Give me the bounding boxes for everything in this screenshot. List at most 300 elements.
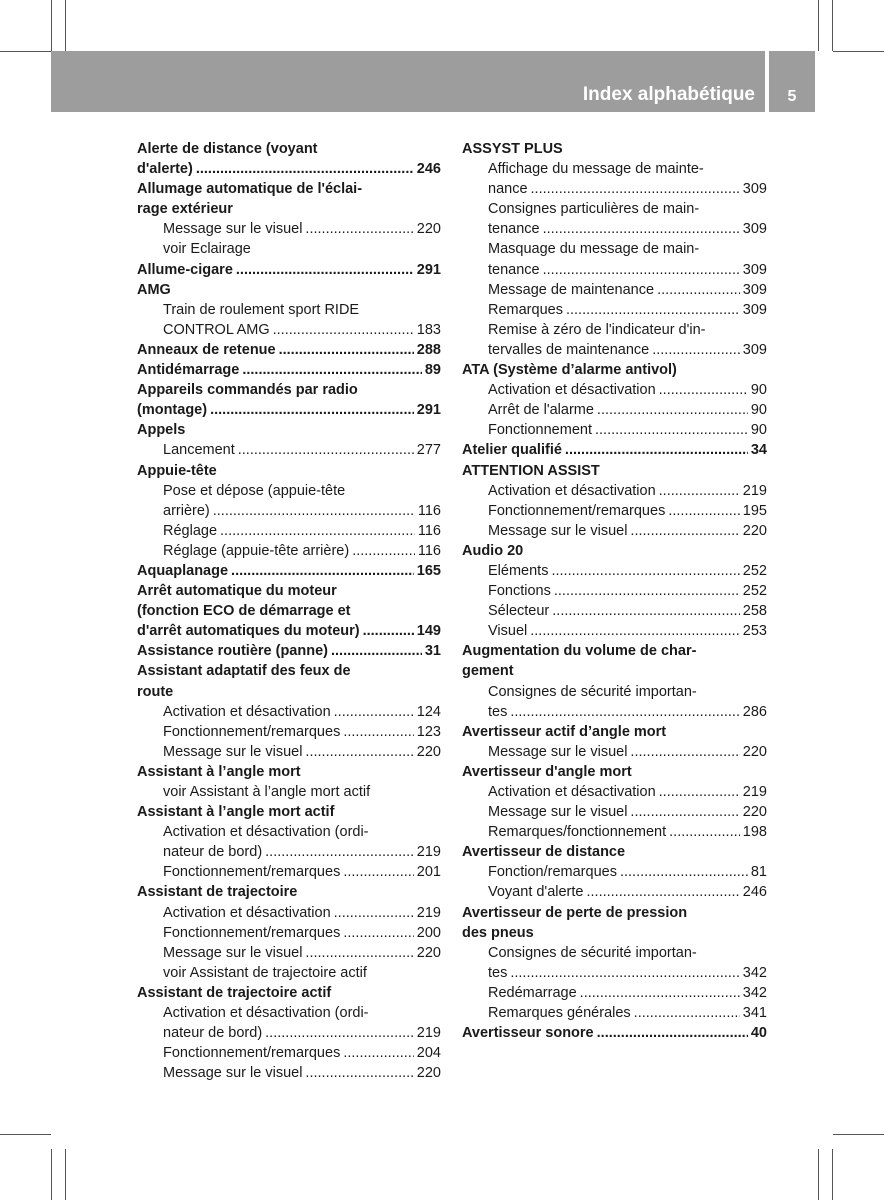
index-entry bbox=[137, 802, 441, 822]
entry-text: Assistance routière (panne) bbox=[137, 643, 328, 660]
index-subentry bbox=[462, 420, 767, 440]
dot-leader bbox=[543, 260, 740, 280]
dot-leader bbox=[343, 923, 413, 943]
index-entry bbox=[137, 179, 441, 199]
dot-leader bbox=[510, 963, 739, 983]
dot-leader bbox=[668, 501, 739, 521]
entry-text: des pneus bbox=[462, 924, 534, 941]
dot-leader bbox=[510, 702, 739, 722]
entry-text: Voyant d'alerte bbox=[488, 884, 584, 901]
index-subentry bbox=[137, 742, 441, 762]
page-reference: 309 bbox=[742, 301, 767, 318]
entry-text: Alerte de distance (voyant bbox=[137, 141, 318, 157]
dot-leader bbox=[652, 340, 740, 360]
entry-text: Pose et dépose (appuie-tête bbox=[163, 482, 346, 499]
dot-leader bbox=[566, 300, 740, 320]
page-reference: 288 bbox=[416, 341, 441, 358]
index-entry bbox=[462, 139, 767, 159]
crop-mark bbox=[0, 51, 51, 52]
page-reference: 219 bbox=[742, 784, 767, 800]
page-reference: 342 bbox=[742, 964, 767, 981]
index-subentry bbox=[462, 862, 767, 882]
entry-text: tes bbox=[488, 964, 508, 981]
index-subentry bbox=[137, 1023, 441, 1043]
entry-text: Fonctionnement/remarques bbox=[163, 1045, 341, 1062]
index-subentry bbox=[137, 822, 441, 842]
index-subentry bbox=[462, 521, 767, 541]
dot-leader bbox=[565, 440, 748, 460]
index-entry bbox=[462, 903, 767, 923]
entry-text: Assistant adaptatif des feux de bbox=[137, 663, 351, 680]
entry-text: Activation et désactivation bbox=[488, 784, 656, 800]
dot-leader bbox=[343, 862, 413, 882]
entry-text: ASSYST PLUS bbox=[462, 141, 563, 157]
entry-text: Augmentation du volume de char- bbox=[462, 643, 697, 660]
index-entry bbox=[462, 461, 767, 481]
index-entry bbox=[462, 641, 767, 661]
entry-text: Activation et désactivation (ordi- bbox=[163, 824, 369, 841]
entry-text: rage extérieur bbox=[137, 201, 233, 218]
page-reference: 291 bbox=[416, 261, 441, 278]
entry-text: tervalles de maintenance bbox=[488, 341, 650, 358]
dot-leader bbox=[279, 340, 414, 360]
index-entry bbox=[137, 983, 441, 1003]
dot-leader bbox=[352, 541, 415, 561]
index-subentry bbox=[462, 1003, 767, 1023]
dot-leader bbox=[634, 1003, 740, 1023]
page-reference: 309 bbox=[742, 281, 767, 298]
dot-leader bbox=[531, 179, 740, 199]
dot-leader bbox=[530, 621, 740, 641]
index-subentry bbox=[137, 481, 441, 501]
index-subentry bbox=[462, 400, 767, 420]
entry-text: Atelier qualifié bbox=[462, 442, 562, 459]
entry-text: Fonctionnement bbox=[488, 422, 592, 439]
entry-text: Avertisseur de distance bbox=[462, 844, 626, 861]
entry-text: tes bbox=[488, 703, 508, 720]
crop-mark bbox=[832, 0, 833, 51]
index-subentry bbox=[137, 239, 441, 259]
crop-mark bbox=[833, 51, 884, 52]
page-reference: 116 bbox=[417, 502, 441, 519]
index-subentry bbox=[137, 782, 441, 802]
crop-mark bbox=[51, 1149, 52, 1200]
crop-mark bbox=[65, 1149, 66, 1200]
index-subentry bbox=[137, 862, 441, 882]
index-entry bbox=[137, 260, 441, 280]
page-reference: 149 bbox=[416, 623, 441, 640]
dot-leader bbox=[331, 641, 422, 661]
page-reference: 124 bbox=[416, 703, 441, 720]
entry-text: Activation et désactivation bbox=[163, 904, 331, 921]
page-reference: 309 bbox=[742, 181, 767, 198]
index-subentry bbox=[462, 621, 767, 641]
dot-leader bbox=[196, 159, 414, 179]
page-reference: 246 bbox=[416, 161, 441, 178]
dot-leader bbox=[630, 742, 739, 762]
index-entry bbox=[462, 923, 767, 943]
dot-leader bbox=[236, 260, 414, 280]
index-subentry bbox=[462, 561, 767, 581]
index-column-left bbox=[137, 139, 441, 1083]
index-entry bbox=[137, 581, 441, 601]
crop-mark bbox=[833, 1134, 884, 1135]
page-reference: 220 bbox=[742, 522, 767, 539]
page-reference: 252 bbox=[742, 562, 767, 579]
dot-leader bbox=[597, 400, 748, 420]
dot-leader bbox=[220, 521, 415, 541]
entry-text: Masquage du message de main- bbox=[488, 241, 700, 258]
entry-text: Message sur le visuel bbox=[163, 743, 303, 760]
index-subentry bbox=[462, 742, 767, 762]
page-reference: 258 bbox=[742, 603, 767, 620]
entry-text: Appareils commandés par radio bbox=[137, 382, 358, 399]
page-reference: 123 bbox=[416, 723, 441, 740]
index-subentry bbox=[462, 983, 767, 1003]
page-reference: 219 bbox=[416, 844, 441, 861]
dot-leader bbox=[595, 420, 748, 440]
entry-text: Appels bbox=[137, 422, 186, 439]
index-subentry bbox=[462, 219, 767, 239]
entry-text: Remarques générales bbox=[488, 1005, 631, 1022]
entry-text: Activation et désactivation bbox=[488, 482, 656, 499]
page-reference: 220 bbox=[416, 221, 441, 238]
entry-text: d'arrêt automatiques du moteur) bbox=[137, 623, 360, 640]
entry-text: Message sur le visuel bbox=[163, 1065, 303, 1082]
entry-text: Appuie-tête bbox=[137, 462, 217, 479]
crop-mark bbox=[818, 0, 819, 51]
index-subentry bbox=[462, 260, 767, 280]
dot-leader bbox=[273, 320, 414, 340]
entry-text: Message sur le visuel bbox=[488, 804, 628, 821]
index-entry bbox=[137, 561, 441, 581]
dot-leader bbox=[213, 501, 415, 521]
entry-text: Fonctionnement/remarques bbox=[163, 723, 341, 740]
entry-text: Anneaux de retenue bbox=[137, 341, 276, 358]
page-reference: 183 bbox=[416, 321, 441, 338]
page-reference: 90 bbox=[750, 422, 767, 439]
dot-leader bbox=[343, 722, 413, 742]
index-subentry bbox=[137, 219, 441, 239]
dot-leader bbox=[238, 440, 414, 460]
entry-text: voir Eclairage bbox=[163, 241, 251, 258]
dot-leader bbox=[334, 903, 414, 923]
dot-leader bbox=[657, 280, 740, 300]
page-reference: 220 bbox=[416, 944, 441, 961]
index-subentry bbox=[462, 782, 767, 802]
index-subentry bbox=[462, 963, 767, 983]
entry-text: Réglage bbox=[163, 522, 218, 539]
entry-text: nance bbox=[488, 181, 528, 198]
index-subentry bbox=[462, 280, 767, 300]
index-subentry bbox=[137, 842, 441, 862]
index-subentry bbox=[137, 943, 441, 963]
entry-text: Lancement bbox=[163, 442, 235, 459]
index-subentry bbox=[462, 822, 767, 842]
page-reference: 116 bbox=[417, 522, 441, 539]
index-subentry bbox=[137, 923, 441, 943]
entry-text: Assistant de trajectoire actif bbox=[137, 984, 332, 1001]
entry-text: Avertisseur de perte de pression bbox=[462, 904, 688, 921]
page-reference: 220 bbox=[742, 804, 767, 821]
entry-text: Train de roulement sport RIDE bbox=[163, 301, 360, 318]
index-entry bbox=[137, 461, 441, 481]
entry-text: CONTROL AMG bbox=[163, 321, 270, 338]
entry-text: nateur de bord) bbox=[163, 844, 263, 861]
index-column-right bbox=[462, 139, 767, 1043]
entry-text: Arrêt automatique du moteur bbox=[137, 583, 337, 600]
index-subentry bbox=[137, 1003, 441, 1023]
dot-leader bbox=[305, 1063, 413, 1083]
index-entry bbox=[462, 722, 767, 742]
entry-text: Consignes de sécurité importan- bbox=[488, 683, 697, 700]
dot-leader bbox=[659, 481, 740, 501]
index-entry bbox=[137, 340, 441, 360]
index-entry bbox=[137, 682, 441, 702]
page-reference: 219 bbox=[416, 904, 441, 921]
page-reference: 195 bbox=[742, 502, 767, 519]
index-subentry bbox=[462, 943, 767, 963]
entry-text: Remarques bbox=[488, 301, 563, 318]
dot-leader bbox=[305, 943, 413, 963]
dot-leader bbox=[343, 1043, 413, 1063]
page-reference: 200 bbox=[416, 924, 441, 941]
index-subentry bbox=[462, 501, 767, 521]
crop-mark bbox=[0, 1134, 51, 1135]
page-reference: 277 bbox=[416, 442, 441, 459]
page-reference: 309 bbox=[742, 221, 767, 238]
entry-text: Visuel bbox=[488, 623, 528, 640]
entry-text: tenance bbox=[488, 261, 540, 278]
dot-leader bbox=[551, 561, 739, 581]
page-reference: 291 bbox=[416, 402, 441, 419]
dot-leader bbox=[659, 380, 748, 400]
dot-leader bbox=[265, 1023, 414, 1043]
index-subentry bbox=[462, 481, 767, 501]
index-subentry bbox=[137, 320, 441, 340]
page-reference: 309 bbox=[742, 261, 767, 278]
index-subentry bbox=[137, 1063, 441, 1083]
page-reference: 81 bbox=[750, 864, 767, 881]
index-entry bbox=[462, 762, 767, 782]
page-reference: 220 bbox=[416, 743, 441, 760]
entry-text: Fonction/remarques bbox=[488, 864, 617, 881]
index-subentry bbox=[137, 440, 441, 460]
index-entry bbox=[137, 139, 441, 159]
index-subentry bbox=[137, 702, 441, 722]
page-reference: 204 bbox=[416, 1045, 441, 1062]
entry-text: Assistant à l’angle mort bbox=[137, 763, 301, 780]
dot-leader bbox=[630, 802, 739, 822]
entry-text: Fonctionnement/remarques bbox=[163, 864, 341, 881]
page-reference: 90 bbox=[750, 382, 767, 399]
index-subentry bbox=[462, 380, 767, 400]
dot-leader bbox=[543, 219, 740, 239]
dot-leader bbox=[305, 219, 413, 239]
page-title: Index alphabétique bbox=[582, 84, 755, 105]
index-entry bbox=[462, 440, 767, 460]
entry-text: Remise à zéro de l'indicateur d'in- bbox=[488, 321, 706, 338]
dot-leader bbox=[659, 782, 740, 802]
entry-text: Remarques/fonctionnement bbox=[488, 824, 667, 841]
index-entry bbox=[137, 621, 441, 641]
dot-leader bbox=[265, 842, 414, 862]
dot-leader bbox=[586, 882, 739, 902]
dot-leader bbox=[630, 521, 739, 541]
entry-text: nateur de bord) bbox=[163, 1025, 263, 1042]
entry-text: Aquaplanage bbox=[137, 562, 229, 579]
entry-text: Avertisseur d'angle mort bbox=[462, 763, 632, 780]
dot-leader bbox=[597, 1023, 748, 1043]
dot-leader bbox=[580, 983, 740, 1003]
index-subentry bbox=[462, 340, 767, 360]
entry-text: Allume-cigare bbox=[137, 261, 233, 278]
entry-text: (fonction ECO de démarrage et bbox=[137, 603, 351, 620]
entry-text: Fonctionnement/remarques bbox=[163, 924, 341, 941]
entry-text: Activation et désactivation (ordi- bbox=[163, 1005, 369, 1022]
entry-text: Message de maintenance bbox=[488, 281, 655, 298]
entry-text: Sélecteur bbox=[488, 603, 550, 620]
index-subentry bbox=[137, 541, 441, 561]
index-subentry bbox=[137, 501, 441, 521]
dot-leader bbox=[210, 400, 414, 420]
index-entry bbox=[137, 199, 441, 219]
entry-text: (montage) bbox=[137, 402, 208, 419]
entry-text: Antidémarrage bbox=[137, 362, 240, 379]
entry-text: Redémarrage bbox=[488, 984, 577, 1001]
crop-mark bbox=[832, 1149, 833, 1200]
page-reference: 201 bbox=[416, 864, 441, 881]
page-reference: 253 bbox=[742, 623, 767, 640]
index-subentry bbox=[462, 179, 767, 199]
page-header bbox=[51, 51, 765, 112]
index-entry bbox=[462, 1023, 767, 1043]
dot-leader bbox=[242, 360, 422, 380]
index-subentry bbox=[462, 159, 767, 179]
entry-text: voir Assistant de trajectoire actif bbox=[163, 964, 367, 981]
entry-text: Avertisseur sonore bbox=[462, 1025, 594, 1042]
dot-leader bbox=[554, 581, 740, 601]
entry-text: Eléments bbox=[488, 562, 549, 579]
dot-leader bbox=[334, 702, 414, 722]
index-subentry bbox=[462, 239, 767, 259]
page-reference: 309 bbox=[742, 341, 767, 358]
index-subentry bbox=[137, 300, 441, 320]
page-reference: 89 bbox=[424, 362, 441, 379]
index-subentry bbox=[462, 682, 767, 702]
page-reference: 90 bbox=[750, 402, 767, 419]
entry-text: Affichage du message de mainte- bbox=[488, 161, 704, 178]
index-entry bbox=[137, 762, 441, 782]
page-reference: 219 bbox=[416, 1025, 441, 1042]
index-entry bbox=[462, 541, 767, 561]
index-subentry bbox=[137, 521, 441, 541]
index-subentry bbox=[462, 601, 767, 621]
index-entry bbox=[462, 842, 767, 862]
entry-text: Avertisseur actif d’angle mort bbox=[462, 723, 667, 740]
page-reference: 286 bbox=[742, 703, 767, 720]
entry-text: route bbox=[137, 683, 174, 700]
index-subentry bbox=[462, 882, 767, 902]
page-number: 5 bbox=[769, 51, 815, 112]
entry-text: Message sur le visuel bbox=[163, 221, 303, 238]
crop-mark bbox=[818, 1149, 819, 1200]
dot-leader bbox=[231, 561, 414, 581]
index-entry bbox=[137, 380, 441, 400]
index-entry bbox=[137, 360, 441, 380]
entry-text: tenance bbox=[488, 221, 540, 238]
page-reference: 342 bbox=[742, 984, 767, 1001]
entry-text: Message sur le visuel bbox=[488, 522, 628, 539]
dot-leader bbox=[363, 621, 414, 641]
page-reference: 341 bbox=[742, 1005, 767, 1022]
dot-leader bbox=[305, 742, 413, 762]
index-entry bbox=[137, 601, 441, 621]
index-subentry bbox=[137, 963, 441, 983]
entry-text: Activation et désactivation bbox=[488, 382, 656, 399]
entry-text: Consignes de sécurité importan- bbox=[488, 944, 697, 961]
index-entry bbox=[462, 360, 767, 380]
entry-text: Activation et désactivation bbox=[163, 703, 331, 720]
page-reference: 198 bbox=[742, 824, 767, 841]
entry-text: Fonctionnement/remarques bbox=[488, 502, 666, 519]
entry-text: voir Assistant à l’angle mort actif bbox=[163, 784, 371, 800]
crop-mark bbox=[51, 0, 52, 51]
entry-text: Assistant à l’angle mort actif bbox=[137, 804, 335, 821]
entry-text: Consignes particulières de main- bbox=[488, 201, 700, 218]
entry-text: Audio 20 bbox=[462, 542, 524, 559]
entry-text: arrière) bbox=[163, 502, 210, 519]
page-reference: 40 bbox=[750, 1025, 767, 1042]
index-entry bbox=[137, 159, 441, 179]
page-reference: 252 bbox=[742, 583, 767, 600]
page-reference: 246 bbox=[742, 884, 767, 901]
entry-text: Fonctions bbox=[488, 583, 551, 600]
page-reference: 220 bbox=[416, 1065, 441, 1082]
index-entry bbox=[137, 280, 441, 300]
index-entry bbox=[137, 661, 441, 681]
page-reference: 219 bbox=[742, 482, 767, 499]
index-subentry bbox=[462, 581, 767, 601]
entry-text: Réglage (appuie-tête arrière) bbox=[163, 542, 350, 559]
dot-leader bbox=[620, 862, 748, 882]
index-subentry bbox=[462, 199, 767, 219]
dot-leader bbox=[669, 822, 740, 842]
index-entry bbox=[137, 641, 441, 661]
entry-text: Message sur le visuel bbox=[163, 944, 303, 961]
entry-text: Message sur le visuel bbox=[488, 743, 628, 760]
index-subentry bbox=[137, 1043, 441, 1063]
entry-text: Arrêt de l'alarme bbox=[488, 402, 594, 419]
page-reference: 116 bbox=[417, 542, 441, 559]
index-entry bbox=[137, 882, 441, 902]
entry-text: gement bbox=[462, 663, 514, 680]
page-reference: 220 bbox=[742, 743, 767, 760]
index-entry bbox=[137, 420, 441, 440]
page-reference: 165 bbox=[416, 562, 441, 579]
entry-text: ATA (Système d’alarme antivol) bbox=[462, 362, 677, 379]
index-subentry bbox=[462, 320, 767, 340]
index-entry bbox=[462, 661, 767, 681]
index-subentry bbox=[462, 300, 767, 320]
index-subentry bbox=[137, 722, 441, 742]
dot-leader bbox=[552, 601, 740, 621]
crop-mark bbox=[65, 0, 66, 51]
page-reference: 31 bbox=[424, 643, 441, 660]
entry-text: d'alerte) bbox=[137, 161, 193, 178]
page-reference: 34 bbox=[750, 442, 767, 459]
index-subentry bbox=[462, 802, 767, 822]
